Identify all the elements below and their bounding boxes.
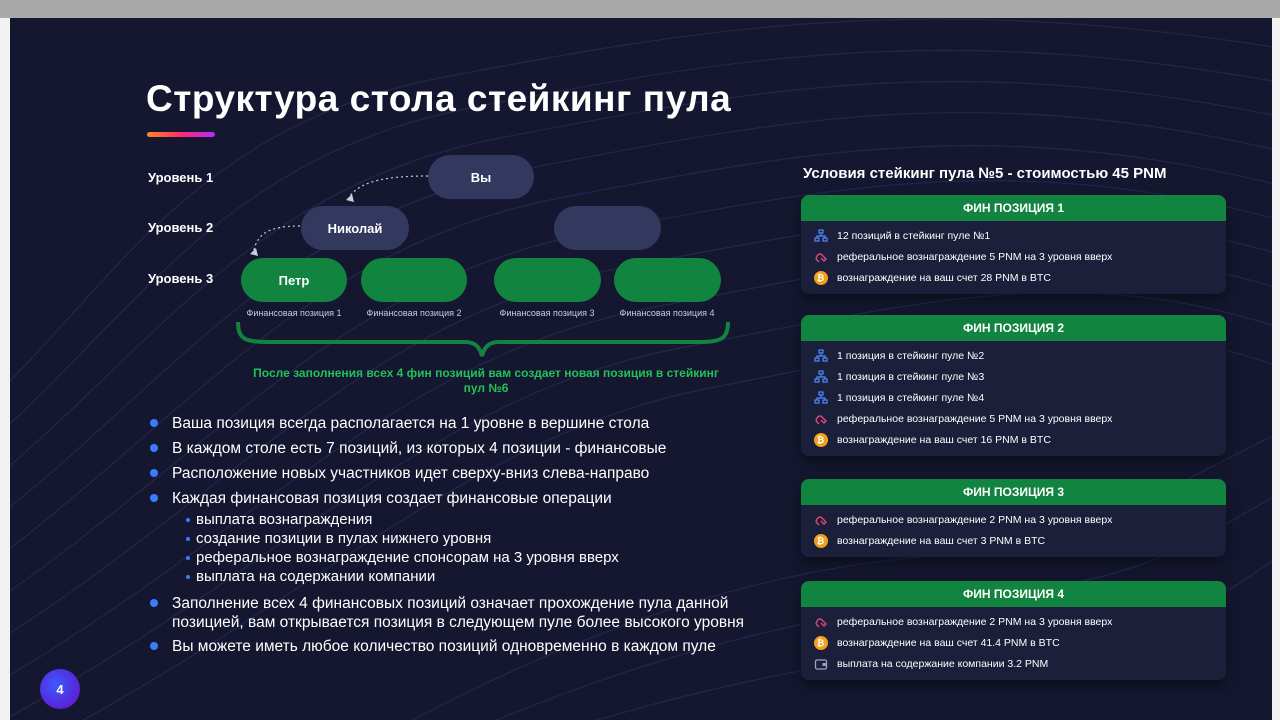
bullet-dot-icon — [150, 419, 158, 427]
bullet-text: Расположение новых участников идет сверху-вниз слева-направо — [172, 465, 650, 482]
bullet-item — [150, 594, 770, 632]
right-edge — [1272, 18, 1280, 720]
fin-position-row — [801, 387, 1226, 408]
bullet-item — [150, 489, 770, 508]
sub-bullet-item — [150, 510, 770, 529]
fin-position-row-text: 12 позиций в стейкинг пуле №1 — [837, 229, 991, 242]
fin-position-row — [801, 267, 1226, 288]
fin-position-card-header: ФИН ПОЗИЦИЯ 3 — [801, 479, 1226, 505]
presentation-slide — [10, 18, 1272, 720]
bitcoin-icon: ₿ — [813, 270, 828, 285]
fin-position-row-text: выплата на содержание компании 3.2 PNM — [837, 657, 1049, 670]
tree-node-fin-3 — [494, 258, 601, 302]
fin-position-row-text: вознаграждение на ваш счет 41.4 PNM в BTC — [837, 636, 1060, 649]
caption-fin-position-4: Финансовая позиция 4 — [619, 308, 715, 318]
fin-position-row-text: вознаграждение на ваш счет 28 PNM в BTC — [837, 271, 1051, 284]
bullet-text: Заполнение всех 4 финансовых позиций означает прохождение пула данной позицией, вам открывается позиция в следующем пуле более высокого уровня — [172, 595, 745, 631]
fin-position-card-header: ФИН ПОЗИЦИЯ 1 — [801, 195, 1226, 221]
bullet-dot-icon — [150, 599, 158, 607]
conditions-title: Условия стейкинг пула №5 - стоимостью 45 PNM — [803, 165, 1167, 182]
referral-icon — [813, 411, 828, 426]
bullet-dot-icon — [150, 469, 158, 477]
sub-bullet-dot-icon — [186, 575, 190, 579]
tree-node-fin-2 — [361, 258, 467, 302]
browser-top-bar — [0, 0, 1280, 18]
bullet-text: Вы можете иметь любое количество позиций одновременно в каждом пуле — [172, 638, 716, 655]
fin-position-card — [801, 479, 1226, 557]
fin-position-row-text: вознаграждение на ваш счет 16 PNM в BTC — [837, 433, 1051, 446]
bullet-dot-icon — [150, 494, 158, 502]
page-number-badge: 4 — [40, 669, 80, 709]
fin-position-row — [801, 611, 1226, 632]
level-2-label: Уровень 2 — [148, 220, 214, 235]
fin-position-row — [801, 429, 1226, 450]
fin-position-card-header: ФИН ПОЗИЦИЯ 2 — [801, 315, 1226, 341]
bitcoin-icon: ₿ — [813, 635, 828, 650]
sub-bullet-item — [150, 548, 770, 567]
pool-structure-icon — [813, 369, 828, 384]
pool-structure-icon — [813, 228, 828, 243]
bullet-item — [150, 637, 770, 656]
tree-node-nikolai: Николай — [301, 206, 409, 250]
sub-bullet-dot-icon — [186, 537, 190, 541]
bullet-item — [150, 464, 770, 483]
bullet-list — [150, 414, 770, 662]
fin-position-row-text: вознаграждение на ваш счет 3 PNM в BTC — [837, 534, 1046, 547]
fin-position-row — [801, 345, 1226, 366]
fin-position-row — [801, 246, 1226, 267]
slide-title: Структура стола стейкинг пула — [146, 78, 732, 119]
sub-bullet-text: выплата вознаграждения — [196, 511, 373, 528]
referral-icon — [813, 614, 828, 629]
fin-position-row-text: реферальное вознаграждение 2 PNM на 3 уровня вверх — [837, 513, 1113, 526]
bullet-text: Ваша позиция всегда располагается на 1 уровне в вершине стола — [172, 415, 650, 432]
fin-position-row-text: реферальное вознаграждение 5 PNM на 3 уровня вверх — [837, 250, 1113, 263]
pool-structure-icon — [813, 348, 828, 363]
fin-position-row — [801, 408, 1226, 429]
caption-fin-position-3: Финансовая позиция 3 — [499, 308, 595, 318]
pool-structure-icon — [813, 390, 828, 405]
bitcoin-icon: ₿ — [813, 533, 828, 548]
tree-node-petr: Петр — [241, 258, 347, 302]
fin-position-row-text: 1 позиция в стейкинг пуле №2 — [837, 349, 985, 362]
tree-node-fin-4 — [614, 258, 721, 302]
fin-position-row — [801, 530, 1226, 551]
caption-fin-position-2: Финансовая позиция 2 — [366, 308, 462, 318]
fin-position-row-text: реферальное вознаграждение 5 PNM на 3 уровня вверх — [837, 412, 1113, 425]
bullet-text: В каждом столе есть 7 позиций, из которых 4 позиции - финансовые — [172, 440, 667, 457]
referral-icon — [813, 249, 828, 264]
wallet-icon — [813, 656, 828, 671]
fin-position-row — [801, 632, 1226, 653]
sub-bullet-item — [150, 529, 770, 548]
fin-position-row — [801, 509, 1226, 530]
bullet-dot-icon — [150, 444, 158, 452]
sub-bullet-dot-icon — [186, 518, 190, 522]
sub-bullet-text: создание позиции в пулах нижнего уровня — [196, 530, 492, 547]
left-edge — [0, 18, 10, 720]
bitcoin-icon: ₿ — [813, 432, 828, 447]
sub-bullet-dot-icon — [186, 556, 190, 560]
fin-position-row — [801, 225, 1226, 246]
bullet-item — [150, 439, 770, 458]
fin-position-card — [801, 581, 1226, 680]
bullet-dot-icon — [150, 642, 158, 650]
fin-position-row — [801, 366, 1226, 387]
level-1-label: Уровень 1 — [148, 170, 214, 185]
sub-bullet-text: выплата на содержании компании — [196, 568, 436, 585]
fin-position-card — [801, 195, 1226, 294]
sub-bullet-text: реферальное вознаграждение спонсорам на 3 уровня вверх — [196, 549, 619, 566]
title-underline — [147, 132, 215, 137]
fin-position-row-text: 1 позиция в стейкинг пуле №3 — [837, 370, 985, 383]
tree-node-you: Вы — [428, 155, 534, 199]
new-position-note: После заполнения всех 4 фин позиций вам создает новая позиция в стейкинг пул №6 — [253, 366, 719, 395]
bullet-item — [150, 414, 770, 433]
fin-position-row-text: реферальное вознаграждение 2 PNM на 3 уровня вверх — [837, 615, 1113, 628]
referral-icon — [813, 512, 828, 527]
bullet-text: Каждая финансовая позиция создает финансовые операции — [172, 490, 612, 507]
tree-node-empty-level2 — [554, 206, 661, 250]
fin-position-row-text: 1 позиция в стейкинг пуле №4 — [837, 391, 985, 404]
caption-fin-position-1: Финансовая позиция 1 — [246, 308, 342, 318]
sub-bullet-item — [150, 567, 770, 586]
fin-position-card-header: ФИН ПОЗИЦИЯ 4 — [801, 581, 1226, 607]
fin-position-row — [801, 653, 1226, 674]
level-3-label: Уровень 3 — [148, 271, 214, 286]
fin-position-card — [801, 315, 1226, 456]
